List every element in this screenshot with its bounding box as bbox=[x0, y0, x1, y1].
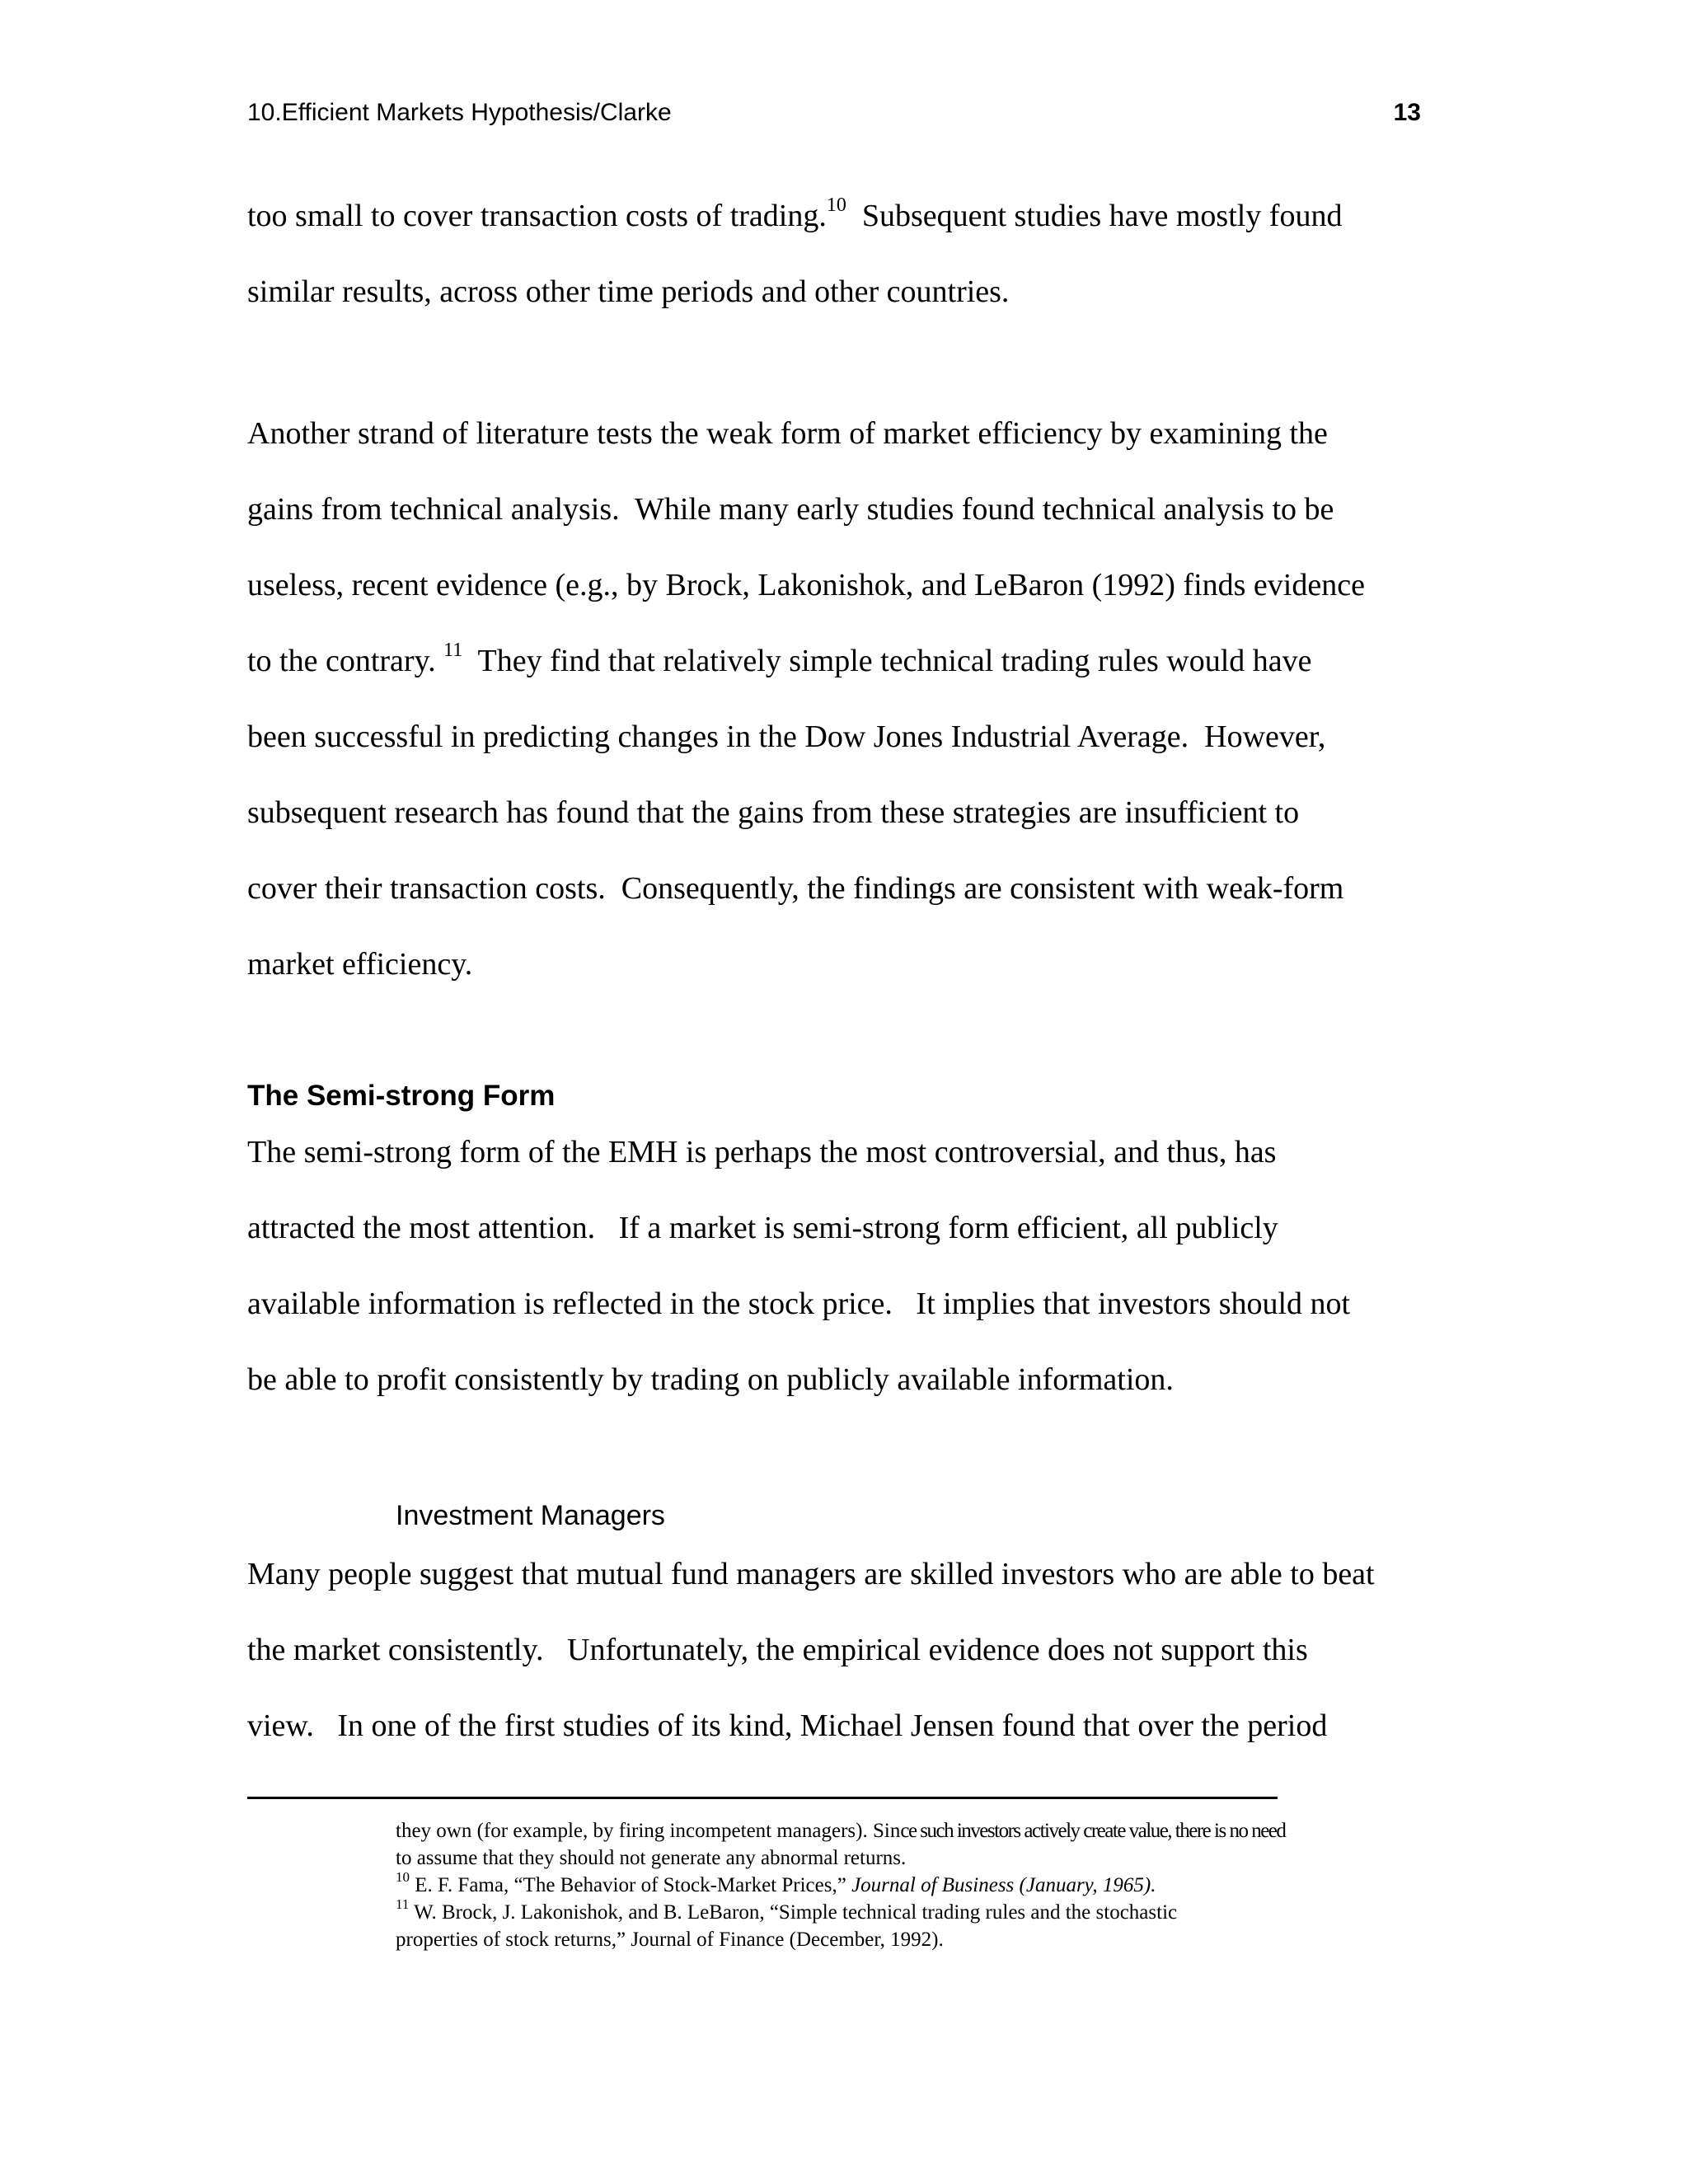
paragraph-continuation bbox=[247, 178, 1434, 330]
text-run: ce such investors actively create value, there is no need bbox=[900, 1820, 1286, 1842]
paragraph-line bbox=[247, 623, 1434, 699]
paragraph-semi-strong bbox=[247, 1114, 1434, 1418]
subsection-heading: Investment Managers bbox=[396, 1500, 665, 1531]
footnote-continuation-line: to assume that they should not generate any abnormal returns. bbox=[396, 1847, 907, 1869]
paragraph-line: attracted the most attention. If a market is semi-strong form efficient, all publicly bbox=[247, 1211, 1278, 1245]
text-run: W. Brock, J. Lakonishok, and B. LeBaron, “Simple technical trading rules and the stochastic bbox=[409, 1901, 1178, 1924]
page-number: 13 bbox=[1393, 99, 1421, 126]
paragraph-investment-managers bbox=[247, 1536, 1434, 1764]
paragraph-line: available information is reflected in the stock price. It implies that investors should not bbox=[247, 1286, 1351, 1321]
text-run: to the contrary. bbox=[247, 644, 444, 678]
paragraph-line: useless, recent evidence (e.g., by Brock, Lakonishok, and LeBaron (1992) finds evidence bbox=[247, 568, 1365, 602]
paragraph-weak-form bbox=[247, 396, 1434, 1002]
footnotes bbox=[396, 1817, 1434, 1953]
footnote-continuation-line bbox=[396, 1817, 1434, 1844]
paragraph-line: gains from technical analysis. While many early studies found technical analysis to be bbox=[247, 492, 1334, 527]
footnote-11 bbox=[396, 1896, 1434, 1926]
footnote-11-continuation: properties of stock returns,” Journal of Finance (December, 1992). bbox=[396, 1929, 944, 1951]
footnote-10 bbox=[396, 1868, 1434, 1899]
paragraph-line: the market consistently. Unfortunately, the empirical evidence does not support this bbox=[247, 1633, 1308, 1667]
journal-title: Journal of Business (January, 1965). bbox=[851, 1874, 1156, 1896]
running-header-title: 10.Efficient Markets Hypothesis/Clarke bbox=[247, 99, 672, 126]
text-run: E. F. Fama, “The Behavior of Stock-Market Prices,” bbox=[410, 1874, 852, 1896]
text-run: Subsequent studies have mostly found bbox=[846, 199, 1343, 233]
paragraph-line: cover their transaction costs. Consequently, the findings are consistent with weak-form bbox=[247, 871, 1344, 906]
footnote-ref-11[interactable]: 11 bbox=[443, 640, 463, 662]
footnote-ref-10[interactable]: 10 bbox=[826, 194, 846, 217]
footnote-number: 10 bbox=[396, 1868, 410, 1885]
paragraph-line: Many people suggest that mutual fund managers are skilled investors who are able to beat bbox=[247, 1557, 1375, 1591]
paragraph-line: view. In one of the first studies of its kind, Michael Jensen found that over the period bbox=[247, 1708, 1328, 1743]
footnote-separator bbox=[247, 1797, 1278, 1799]
text-run: They find that relatively simple technical trading rules would have bbox=[462, 644, 1312, 678]
text-run: too small to cover transaction costs of trading. bbox=[247, 199, 827, 233]
running-header bbox=[247, 99, 1421, 132]
text-run: they own (for example, by firing incompetent managers). Sin bbox=[396, 1820, 901, 1842]
paragraph-line bbox=[247, 178, 1434, 254]
footnote-number: 11 bbox=[396, 1896, 410, 1912]
paragraph-line: been successful in predicting changes in the Dow Jones Industrial Average. However, bbox=[247, 719, 1326, 754]
paragraph-line: The semi-strong form of the EMH is perhaps the most controversial, and thus, has bbox=[247, 1135, 1277, 1169]
paragraph-line: Another strand of literature tests the weak form of market efficiency by examining the bbox=[247, 416, 1328, 451]
paragraph-line: similar results, across other time periods and other countries. bbox=[247, 274, 1010, 309]
paragraph-line: subsequent research has found that the gains from these strategies are insufficient to bbox=[247, 795, 1300, 830]
paragraph-line: market efficiency. bbox=[247, 947, 473, 982]
section-heading: The Semi-strong Form bbox=[247, 1080, 556, 1112]
paragraph-line: be able to profit consistently by trading on publicly available information. bbox=[247, 1362, 1174, 1397]
